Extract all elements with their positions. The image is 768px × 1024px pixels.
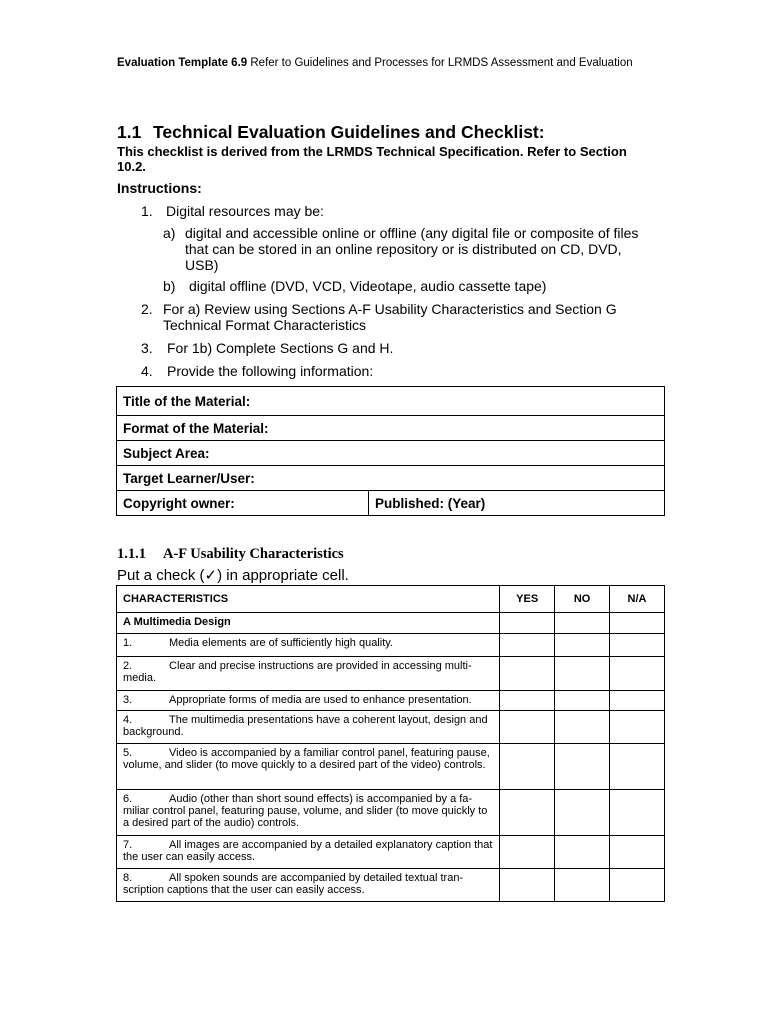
section-title: Technical Evaluation Guidelines and Checklist: xyxy=(153,122,545,142)
check-cell-yes[interactable] xyxy=(500,657,555,691)
na-header: N/A xyxy=(610,586,665,613)
instructions-title: Instructions: xyxy=(117,180,202,196)
instruction-item-3 xyxy=(141,340,661,356)
instruction-text: For 1b) Complete Sections G and H. xyxy=(167,340,394,356)
characteristic-text xyxy=(117,657,500,691)
instruction-text: digital and accessible online or offline (any digital file or composite of files that can be stored in an online repository or is distributed on CD, DVD, USB) xyxy=(185,225,639,273)
instruction-number: 3. xyxy=(141,340,153,356)
check-cell-na[interactable] xyxy=(610,836,665,869)
section-heading xyxy=(117,122,545,143)
characteristic-text xyxy=(117,744,500,790)
characteristic-text xyxy=(117,836,500,869)
subsection-number: 1.1.1 xyxy=(117,546,146,562)
subsection-heading xyxy=(117,546,344,563)
instruction-text: Provide the following information: xyxy=(167,363,374,379)
characteristic-text xyxy=(117,634,500,657)
characteristic-text xyxy=(117,691,500,711)
instruction-item-1 xyxy=(141,203,661,219)
check-cell-yes[interactable] xyxy=(500,869,555,902)
check-cell-no[interactable] xyxy=(555,657,610,691)
instruction-text: For a) Review using Sections A-F Usability Characteristics and Section G Technical Format Characteristics xyxy=(163,301,617,333)
check-cell-no[interactable] xyxy=(555,691,610,711)
item-text: All spoken sounds are accompanied by detailed textual tran-scription captions that the user can easily access. xyxy=(123,872,464,896)
table-row xyxy=(117,869,665,902)
title-field[interactable]: Title of the Material: xyxy=(117,387,665,416)
check-cell-no[interactable] xyxy=(555,836,610,869)
page-header xyxy=(117,57,651,71)
no-header: NO xyxy=(555,586,610,613)
check-cell-no[interactable] xyxy=(555,613,610,634)
item-number: 3. xyxy=(123,694,133,706)
item-number: 8. xyxy=(123,872,133,884)
section-a-label: A Multimedia Design xyxy=(117,613,500,634)
instruction-item-1a xyxy=(163,225,663,273)
instruction-text: digital offline (DVD, VCD, Videotape, audio cassette tape) xyxy=(189,278,547,294)
published-year-field[interactable]: Published: (Year) xyxy=(369,491,665,516)
item-text: Media elements are of sufficiently high quality. xyxy=(169,637,393,649)
subject-area-field[interactable]: Subject Area: xyxy=(117,441,665,466)
format-field[interactable]: Format of the Material: xyxy=(117,416,665,441)
table-row xyxy=(117,657,665,691)
characteristic-text xyxy=(117,711,500,744)
table-row xyxy=(117,790,665,836)
check-cell-na[interactable] xyxy=(610,711,665,744)
item-text: Audio (other than short sound effects) is accompanied by a fa-miliar control panel, featuring pause, volume, and slider (to move quickly to a desired part of the audio) controls. xyxy=(123,793,488,829)
characteristic-text xyxy=(117,790,500,836)
item-text: All images are accompanied by a detailed explanatory caption that the user can easily access. xyxy=(123,839,493,863)
check-instruction: Put a check (✓) in appropriate cell. xyxy=(117,567,349,584)
instruction-number: 1. xyxy=(141,203,153,219)
copyright-owner-field[interactable]: Copyright owner: xyxy=(117,491,369,516)
usability-checklist-table xyxy=(116,585,665,902)
target-learner-field[interactable]: Target Learner/User: xyxy=(117,466,665,491)
table-row xyxy=(117,634,665,657)
check-cell-na[interactable] xyxy=(610,744,665,790)
check-cell-no[interactable] xyxy=(555,869,610,902)
instruction-item-2 xyxy=(141,301,661,333)
instruction-text: Digital resources may be: xyxy=(166,203,324,219)
section-number: 1.1 xyxy=(117,122,142,142)
item-text: The multimedia presentations have a coherent layout, design and background. xyxy=(123,714,488,738)
yes-header: YES xyxy=(500,586,555,613)
check-cell-na[interactable] xyxy=(610,634,665,657)
check-cell-no[interactable] xyxy=(555,711,610,744)
check-cell-na[interactable] xyxy=(610,790,665,836)
item-text: Video is accompanied by a familiar control panel, featuring pause, volume, and slider (to move quickly to a desired part of the video) controls. xyxy=(123,747,490,771)
check-cell-yes[interactable] xyxy=(500,691,555,711)
check-cell-yes[interactable] xyxy=(500,744,555,790)
item-text: Clear and precise instructions are provided in accessing multi-media. xyxy=(123,660,472,684)
check-cell-yes[interactable] xyxy=(500,634,555,657)
item-number: 1. xyxy=(123,637,133,649)
check-cell-no[interactable] xyxy=(555,744,610,790)
item-number: 2. xyxy=(123,660,133,672)
table-row xyxy=(117,744,665,790)
check-cell-yes[interactable] xyxy=(500,711,555,744)
instruction-number: b) xyxy=(163,278,176,294)
item-text: Appropriate forms of media are used to enhance presentation. xyxy=(169,694,472,706)
table-row xyxy=(117,711,665,744)
check-cell-na[interactable] xyxy=(610,869,665,902)
check-cell-no[interactable] xyxy=(555,634,610,657)
header-reference: Refer to Guidelines and Processes for LRMDS Assessment and Evaluation xyxy=(247,57,633,69)
instruction-number: a) xyxy=(163,225,176,241)
item-number: 5. xyxy=(123,747,133,759)
check-cell-yes[interactable] xyxy=(500,613,555,634)
item-number: 4. xyxy=(123,714,133,726)
instruction-number: 2. xyxy=(141,301,153,317)
check-cell-na[interactable] xyxy=(610,657,665,691)
subsection-title: A-F Usability Characteristics xyxy=(163,546,344,562)
instruction-item-4 xyxy=(141,363,661,379)
check-cell-na[interactable] xyxy=(610,691,665,711)
check-cell-yes[interactable] xyxy=(500,836,555,869)
table-row xyxy=(117,836,665,869)
item-number: 7. xyxy=(123,839,133,851)
characteristics-header: CHARACTERISTICS xyxy=(117,586,500,613)
template-label: Evaluation Template 6.9 xyxy=(117,57,248,69)
check-cell-na[interactable] xyxy=(610,613,665,634)
check-cell-yes[interactable] xyxy=(500,790,555,836)
instruction-item-1b xyxy=(163,278,663,294)
table-row xyxy=(117,691,665,711)
section-intro: This checklist is derived from the LRMDS Technical Specification. Refer to Section 10.2. xyxy=(117,144,627,174)
item-number: 6. xyxy=(123,793,133,805)
instruction-number: 4. xyxy=(141,363,153,379)
check-cell-no[interactable] xyxy=(555,790,610,836)
characteristic-text xyxy=(117,869,500,902)
material-info-table xyxy=(116,386,665,516)
